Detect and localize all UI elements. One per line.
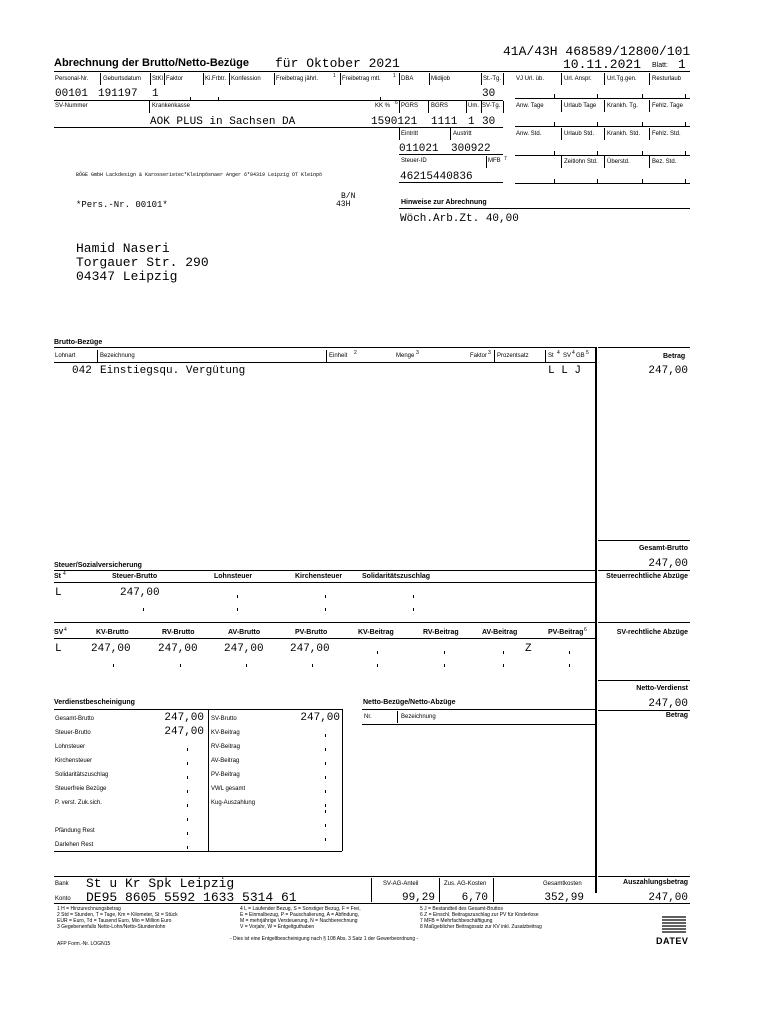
- label-austritt: Austritt: [453, 131, 472, 137]
- netto-betrag-label: Betrag: [665, 712, 688, 719]
- col-bezeichnung: Bezeichnung: [100, 353, 135, 359]
- label-fehlz-tage: Fehlz. Tage: [652, 103, 683, 109]
- label-krankh-tg: Krankh. Tg.: [607, 103, 638, 109]
- sv-ag-label: SV-AG-Anteil: [383, 881, 419, 887]
- col-betrag: Betrag: [663, 353, 686, 360]
- iban: DE95 8605 5592 1633 5314 61: [86, 890, 297, 905]
- value-tick: [325, 762, 326, 765]
- datev-logo-text: DATEV: [656, 936, 689, 946]
- col-kv-brutto: KV-Brutto: [96, 629, 129, 636]
- brutto-row-flags: L L J: [548, 365, 582, 377]
- label-freibetrag-mtl: Freibetrag mtl.: [342, 76, 381, 82]
- label-steuer-id: Steuer-ID: [401, 158, 427, 164]
- verdienst-left-label: Gesamt-Brutto: [55, 716, 95, 722]
- steuerrechtliche-abzuege-label: Steuerrechtliche Abzüge: [606, 573, 688, 580]
- value-austritt: 300922: [451, 143, 491, 155]
- footnote-line: 2 Std = Stunden, T = Tage, Km = Kilometer, St = Stück: [57, 912, 178, 918]
- value-stkl: 1: [152, 88, 159, 100]
- sv-rechtliche-abzuege-label: SV-rechtliche Abzüge: [616, 629, 688, 636]
- verdienst-right-label: VWL gesamt: [211, 786, 246, 792]
- billing-period: für Oktober 2021: [275, 56, 400, 71]
- col-solidaritaetszuschlag: Solidaritätszuschlag: [362, 573, 431, 580]
- verdienst-right-label: PV-Beitrag: [211, 772, 240, 778]
- value-tick: [325, 810, 326, 813]
- value-kk-pct: 1590121: [371, 116, 418, 128]
- verdienst-left-label: Kirchensteuer: [55, 758, 93, 764]
- value-tick: [187, 748, 188, 751]
- footnote-sup: 5: [586, 350, 589, 356]
- footnote-line: 8 Maßgeblicher Beitragssatz zur KV inkl. Zusatzbeitrag: [420, 924, 542, 930]
- footnote-line: 3 Gegebenenfalls Netto-Lohn/Netto-Stundenlohn: [57, 924, 166, 930]
- col-steuer-brutto: Steuer-Brutto: [112, 573, 158, 580]
- sv-ag-value: 99,29: [401, 892, 435, 904]
- kv-brutto-value: 247,00: [91, 643, 131, 655]
- value-tick: [325, 838, 326, 841]
- footnote-line: V = Vorjahr, W = Entgeltguthaben: [240, 924, 315, 930]
- verdienst-left-label: Steuerfreie Bezüge: [55, 786, 107, 792]
- value-tick: [325, 824, 326, 827]
- verdienst-left-value: 247,00: [164, 726, 204, 738]
- value-um: 1: [468, 116, 475, 128]
- steuer-st-value: L: [55, 587, 62, 599]
- verdienst-left-label: Darlehen Rest: [55, 842, 94, 848]
- footnote-line: 4 L = Laufender Bezug, S = Sonstiger Bezug, F = Frei,: [240, 906, 361, 912]
- value-tick: [187, 776, 188, 779]
- footnote-sup: 6: [395, 100, 398, 106]
- av-brutto-value: 247,00: [224, 643, 264, 655]
- footnote-line: M = mehrjährige Versteuerung, N = Nachberechnung: [240, 918, 358, 924]
- footnote-sup: 4: [557, 350, 560, 356]
- sheet-number: 1: [678, 57, 686, 72]
- col-st: St: [548, 353, 554, 359]
- value-tick: [325, 748, 326, 751]
- hinweise-text: Wöch.Arb.Zt. 40,00: [400, 213, 519, 225]
- label-ki-frbtr: Ki.Frbtr.: [205, 76, 227, 82]
- verdienst-left-label: Pfändung Rest: [55, 828, 95, 834]
- label-fehlz-std: Fehlz. Std.: [652, 131, 681, 137]
- value-tick: [187, 846, 188, 849]
- label-st-tg: St.-Tg.: [483, 76, 502, 82]
- label-mfb: MFB: [488, 158, 501, 164]
- form-number: AFP Form.-Nr. LOGN15: [57, 941, 111, 947]
- label-krankh-std: Krankh. Std.: [607, 131, 641, 137]
- label-faktor: Faktor: [166, 76, 184, 82]
- footnote-sup: 3: [416, 350, 419, 356]
- label-url-anspr: Url. Anspr.: [564, 76, 592, 82]
- value-eintritt: 011021: [399, 143, 439, 155]
- document-date: 10.11.2021: [563, 57, 642, 72]
- col-pv-brutto: PV-Brutto: [295, 629, 328, 636]
- verdienst-left-label: P. verst. Zuk.sich.: [55, 800, 102, 806]
- label-pgrs: PGRS: [401, 103, 419, 109]
- label-resturlaub: Resturlaub: [652, 76, 682, 82]
- verdienst-right-label: AV-Beitrag: [211, 758, 240, 764]
- legal-notice: - Dies ist eine Entgeltbescheinigung nach § 108 Abs. 3 Satz 1 der Gewerbeordnung -: [230, 936, 419, 942]
- verdienst-title: Verdienstbescheinigung: [54, 699, 135, 706]
- footnote-line: 1 H = Hinzurechnungsbetrag: [57, 906, 121, 912]
- netto-verdienst-value: 247,00: [648, 698, 688, 710]
- label-dba: DBA: [401, 76, 414, 82]
- employer-address: BÖGE GmbH Lackdesign & Karosserietec*Kleinpösnaer Anger 6*04319 Leipzig OT Kleinpö: [76, 172, 323, 178]
- value-tick: [187, 790, 188, 793]
- document-title: Abrechnung der Brutto/Netto-Bezüge: [54, 57, 249, 69]
- label-vj-url: VJ Url. üb.: [516, 76, 545, 82]
- datev-logo-mark: [660, 915, 688, 935]
- recipient-city: 04347 Leipzig: [76, 269, 178, 284]
- label-geburtsdatum: Geburtsdatum: [103, 76, 142, 82]
- auszahlung-label: Auszahlungsbetrag: [623, 879, 688, 886]
- value-tick: [325, 790, 326, 793]
- label-midijob: Midijob: [431, 76, 451, 82]
- value-bgrs: 1111: [431, 116, 458, 128]
- bank-label: Bank: [55, 881, 69, 887]
- label-anw-std: Anw. Std.: [516, 131, 542, 137]
- zus-ag-value: 6,70: [461, 892, 488, 904]
- gesamtkosten-value: 352,99: [544, 892, 584, 904]
- footnote-sup: 2: [354, 350, 357, 356]
- verdienst-right-label: KV-Beitrag: [211, 730, 240, 736]
- label-bgrs: BGRS: [431, 103, 449, 109]
- brutto-row-betrag: 247,00: [648, 365, 688, 377]
- col-einheit: Einheit: [329, 353, 348, 359]
- netto-abzuege-title: Netto-Bezüge/Netto-Abzüge: [363, 699, 456, 706]
- label-sv-tg: SV-Tg.: [482, 103, 501, 109]
- footnote-line: 6 Z = Einschl. Beitragszuschlag zur PV für Kinderlose: [420, 912, 539, 918]
- footnote-sup: 6: [584, 627, 587, 633]
- brutto-section-title: Brutto-Bezüge: [54, 339, 103, 346]
- value-geburtsdatum: 191197: [98, 88, 138, 100]
- label-url-tg-gen: Url.Tg.gen.: [607, 76, 637, 82]
- netto-abzuege-nr: Nr.: [364, 714, 372, 720]
- recipient-name: Hamid Naseri: [76, 241, 170, 256]
- value-tick: [187, 804, 188, 807]
- verdienst-left-label: Solidaritätszuschlag: [55, 772, 109, 778]
- verdienst-left-value: 247,00: [164, 712, 204, 724]
- label-stkl: StKl: [152, 76, 164, 82]
- footnote-line: 5 J = Bestandteil des Gesamt-Bruttos: [420, 906, 503, 912]
- bank-name: St u Kr Spk Leipzig: [86, 876, 235, 891]
- value-tick: [187, 762, 188, 765]
- document-code: 41A/43H 468589/12800/101: [503, 44, 691, 59]
- brutto-row-bezeichnung: Einstiegsqu. Vergütung: [100, 365, 246, 377]
- col-pv-beitrag: PV-Beitrag: [548, 629, 584, 636]
- label-urlaub-std: Urlaub Std.: [564, 131, 595, 137]
- netto-abzuege-bezeichnung: Bezeichnung: [401, 714, 436, 720]
- footnotes-col2: [240, 906, 361, 930]
- gesamt-brutto-value: 247,00: [648, 558, 688, 570]
- sv-label: SV: [54, 629, 64, 636]
- label-krankenkasse: Krankenkasse: [152, 103, 191, 109]
- steuer-brutto-value: 247,00: [120, 587, 160, 599]
- recipient-street: Torgauer Str. 290: [76, 255, 209, 270]
- auszahlung-value: 247,00: [648, 892, 688, 904]
- steuer-st-label: St: [54, 573, 61, 580]
- col-gb: GB: [576, 353, 585, 359]
- col-av-brutto: AV-Brutto: [228, 629, 261, 636]
- value-krankenkasse: AOK PLUS in Sachsen DA: [150, 116, 296, 128]
- zus-ag-label: Zus. AG-Kosten: [444, 881, 487, 887]
- brutto-row-lohnart: 042: [72, 365, 92, 377]
- label-konfession: Konfession: [231, 76, 261, 82]
- footnote-sup: 1: [333, 73, 336, 79]
- col-sv: SV: [563, 353, 572, 359]
- value-tick: [187, 832, 188, 835]
- value-personal-nr: 00101: [55, 88, 89, 100]
- value-sv-tg: 30: [482, 116, 496, 128]
- col-rv-beitrag: RV-Beitrag: [423, 629, 459, 636]
- footnote-sup: 7: [504, 156, 507, 162]
- label-um: Um.: [468, 103, 479, 109]
- footnotes-col1: [57, 906, 178, 930]
- rv-brutto-value: 247,00: [158, 643, 198, 655]
- label-freibetrag-jaehrl: Freibetrag jährl.: [276, 76, 319, 82]
- verdienst-right-label: Kug-Auszahlung: [211, 800, 256, 806]
- col-faktor: Faktor: [470, 353, 488, 359]
- label-zeitlohn-std: Zeitlohn Std.: [564, 159, 598, 165]
- value-tick: [325, 734, 326, 737]
- value-tick: [187, 818, 188, 821]
- value-tick: [325, 776, 326, 779]
- label-anw-tage: Anw. Tage: [516, 103, 544, 109]
- steuer-section-title: Steuer/Sozialversicherung: [54, 562, 142, 569]
- label-personal-nr: Personal-Nr.: [55, 76, 89, 82]
- label-kk-pct: KK %: [375, 103, 391, 109]
- netto-verdienst-label: Netto-Verdienst: [636, 685, 688, 692]
- gesamt-brutto-label: Gesamt-Brutto: [638, 545, 688, 552]
- konto-label: Konto: [55, 896, 71, 902]
- label-bez-std: Bez. Std.: [652, 159, 677, 165]
- footnote-sup: 4: [572, 350, 575, 356]
- verdienst-right-value: 247,00: [300, 712, 340, 724]
- col-prozentsatz: Prozentsatz: [497, 353, 529, 359]
- footnote-sup: 4: [64, 627, 67, 633]
- pv-brutto-value: 247,00: [290, 643, 330, 655]
- footnote-sup: 1: [393, 73, 396, 79]
- col-kirchensteuer: Kirchensteuer: [295, 573, 343, 580]
- value-steuer-id: 46215440836: [400, 171, 473, 183]
- sv-value: L: [55, 643, 62, 655]
- footnote-sup: 3: [488, 350, 491, 356]
- col-rv-brutto: RV-Brutto: [162, 629, 195, 636]
- col-lohnart: Lohnart: [55, 353, 76, 359]
- verdienst-right-label: SV-Brutto: [211, 716, 237, 722]
- col-kv-beitrag: KV-Beitrag: [358, 629, 394, 636]
- label-eintritt: Eintritt: [401, 131, 419, 137]
- verdienst-right-label: RV-Beitrag: [211, 744, 240, 750]
- col-lohnsteuer: Lohnsteuer: [214, 573, 253, 580]
- footnote-line: EUR = Euro, Td = Tausend Euro, Mio = Million Euro: [57, 918, 172, 924]
- hinweise-label: Hinweise zur Abrechnung: [401, 199, 487, 206]
- verdienst-left-label: Lohnsteuer: [55, 744, 86, 750]
- av-beitrag-flag: Z: [525, 643, 532, 655]
- bn-code: B/N: [341, 192, 356, 201]
- footnote-line: 7 MFB = Mehrfachbeschäftigung: [420, 918, 493, 924]
- value-st-tg: 30: [482, 88, 496, 100]
- pers-nr-line: *Pers.-Nr. 00101*: [76, 200, 168, 210]
- value-tick: [325, 804, 326, 807]
- sheet-label: Blatt:: [652, 62, 668, 69]
- footnotes-col3: [420, 906, 542, 930]
- footnote-line: E = Einmalbezug, P = Pauschalierung, A = Abfindung,: [240, 912, 360, 918]
- bn-sub: 43H: [336, 200, 351, 209]
- label-ueberstd: Überstd.: [607, 159, 630, 165]
- gesamtkosten-label: Gesamtkosten: [543, 881, 582, 887]
- col-menge: Menge: [396, 353, 415, 359]
- col-av-beitrag: AV-Beitrag: [482, 629, 518, 636]
- verdienst-left-label: Steuer-Brutto: [55, 730, 91, 736]
- footnote-sup: 4: [63, 571, 66, 577]
- label-urlaub-tage: Urlaub Tage: [564, 103, 597, 109]
- label-sv-nummer: SV-Nummer: [55, 103, 88, 109]
